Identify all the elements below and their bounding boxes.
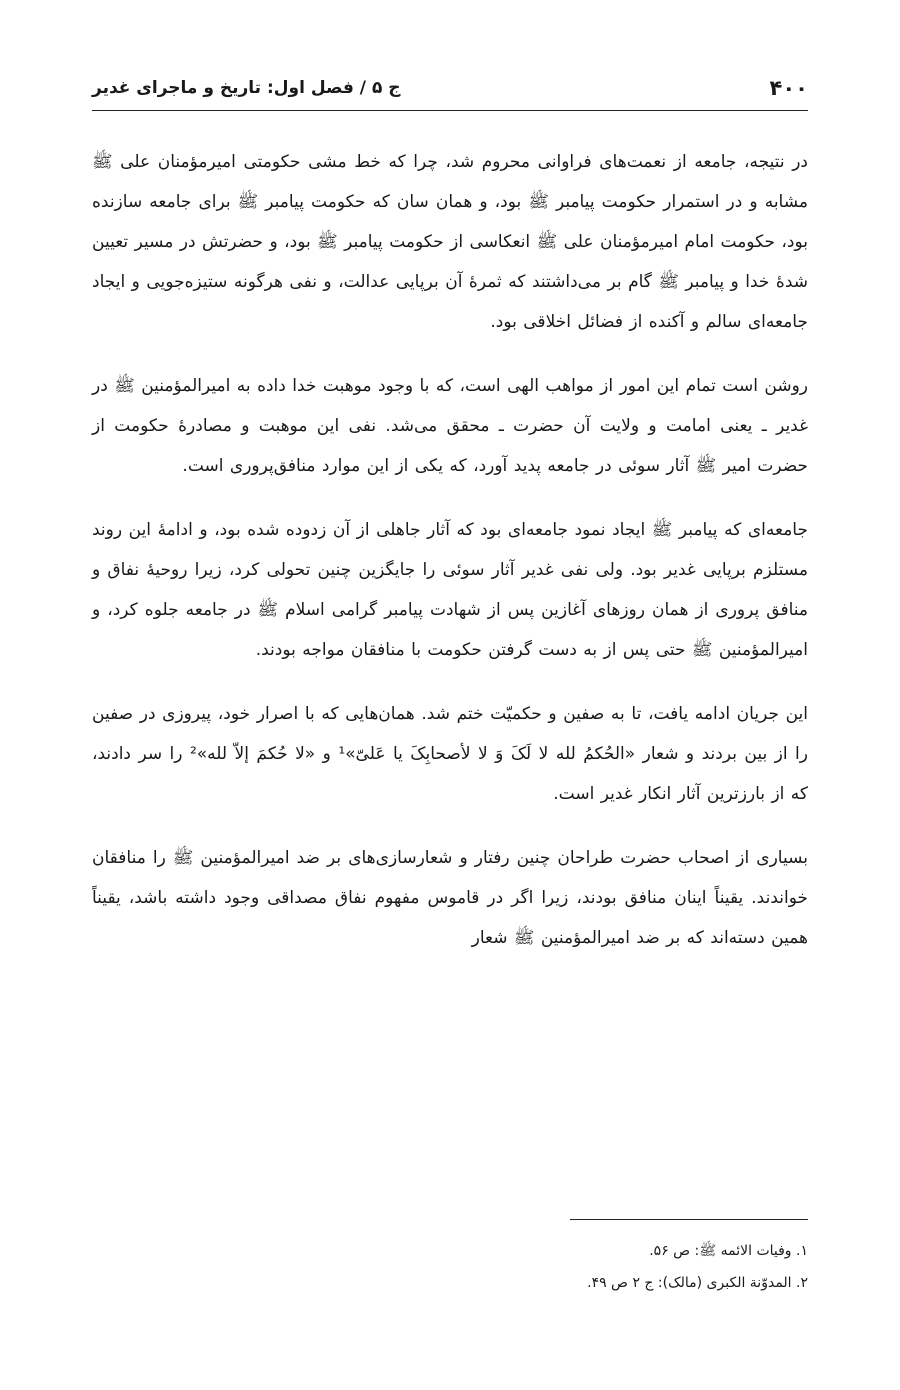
body-text	[92, 142, 808, 982]
page-number: ۴۰۰	[769, 76, 808, 100]
paragraph-1: در نتیجه، جامعه از نعمت‌های فراوانی محروم شد، چرا که خط مشی حکومتی امیرمؤمنان علی ﷺ مشابه و در استمرار حکومت پیامبر ﷺ بود، و همان سان که حکومت پیامبر ﷺ برای جامعه سازنده بود، حکومت امام امیرمؤمنان علی ﷺ انعکاسی از حکومت پیامبر ﷺ بود، و حضرتش در مسیر تعیین شدهٔ خدا و پیامبر ﷺ گام بر می‌داشتند که ثمرهٔ آن برپایی عدالت، و نفی هرگونه ستیزه‌جویی و ایجاد جامعه‌ای سالم و آکنده از فضائل اخلاقی بود.	[92, 152, 808, 332]
footnote-2: ۲. المدوّنة الکبری (مالک): ج ۲ ص ۴۹.	[587, 1275, 808, 1291]
footnote-1: ۱. وفیات الائمه ﷺ: ص ۵۶.	[649, 1243, 808, 1259]
footnotes	[92, 1236, 808, 1300]
page-header	[92, 74, 808, 111]
paragraph-5: بسیاری از اصحاب حضرت طراحان چنین رفتار و شعارسازی‌های بر ضد امیرالمؤمنین ﷺ را منافقان خواندند. یقیناً اینان منافق بودند، زیرا اگر در قاموس مفهوم نفاق مصداقی وجود داشته باشد، یقیناً همین دسته‌اند که بر ضد امیرالمؤمنین ﷺ شعار	[92, 848, 808, 948]
paragraph-4: این جریان ادامه یافت، تا به صفین و حکمیّت ختم شد. همان‌هایی که با اصرار خود، پیروزی در صفین را از بین بردند و شعار «الحُکمُ لله لا لَکَ وَ لا لأصحابِکَ یا عَلیّ»¹ و «لا حُکمَ إلاّ لله»² را سر دادند، که از بارزترین آثار انکار غدیر است.	[92, 704, 808, 804]
running-title: ج ۵ / فصل اول: تاریخ و ماجرای غدیر	[92, 78, 401, 98]
paragraph-3: جامعه‌ای که پیامبر ﷺ ایجاد نمود جامعه‌ای بود که آثار جاهلی از آن زدوده شده بود، و ادامهٔ این روند مستلزم برپایی غدیر بود. ولی نفی غدیر آثار سوئی را جایگزین چنین تحولی کرد، زیرا روحیهٔ نفاق و منافق پروری از همان روزهای آغازین پس از شهادت پیامبر گرامی اسلام ﷺ در جامعه جلوه کرد، و امیرالمؤمنین ﷺ حتی پس از به دست گرفتن حکومت با منافقان مواجه بودند.	[92, 520, 808, 660]
paragraph-2: روشن است تمام این امور از مواهب الهی است، که با وجود موهبت خدا داده به امیرالمؤمنین ﷺ در غدیر ـ یعنی امامت و ولایت آن حضرت ـ محقق می‌شد. نفی این موهبت و مصادرهٔ حکومت از حضرت امیر ﷺ آثار سوئی در جامعه پدید آورد، که یکی از این موارد منافق‌پروری است.	[92, 376, 808, 476]
footnote-divider	[570, 1219, 808, 1220]
